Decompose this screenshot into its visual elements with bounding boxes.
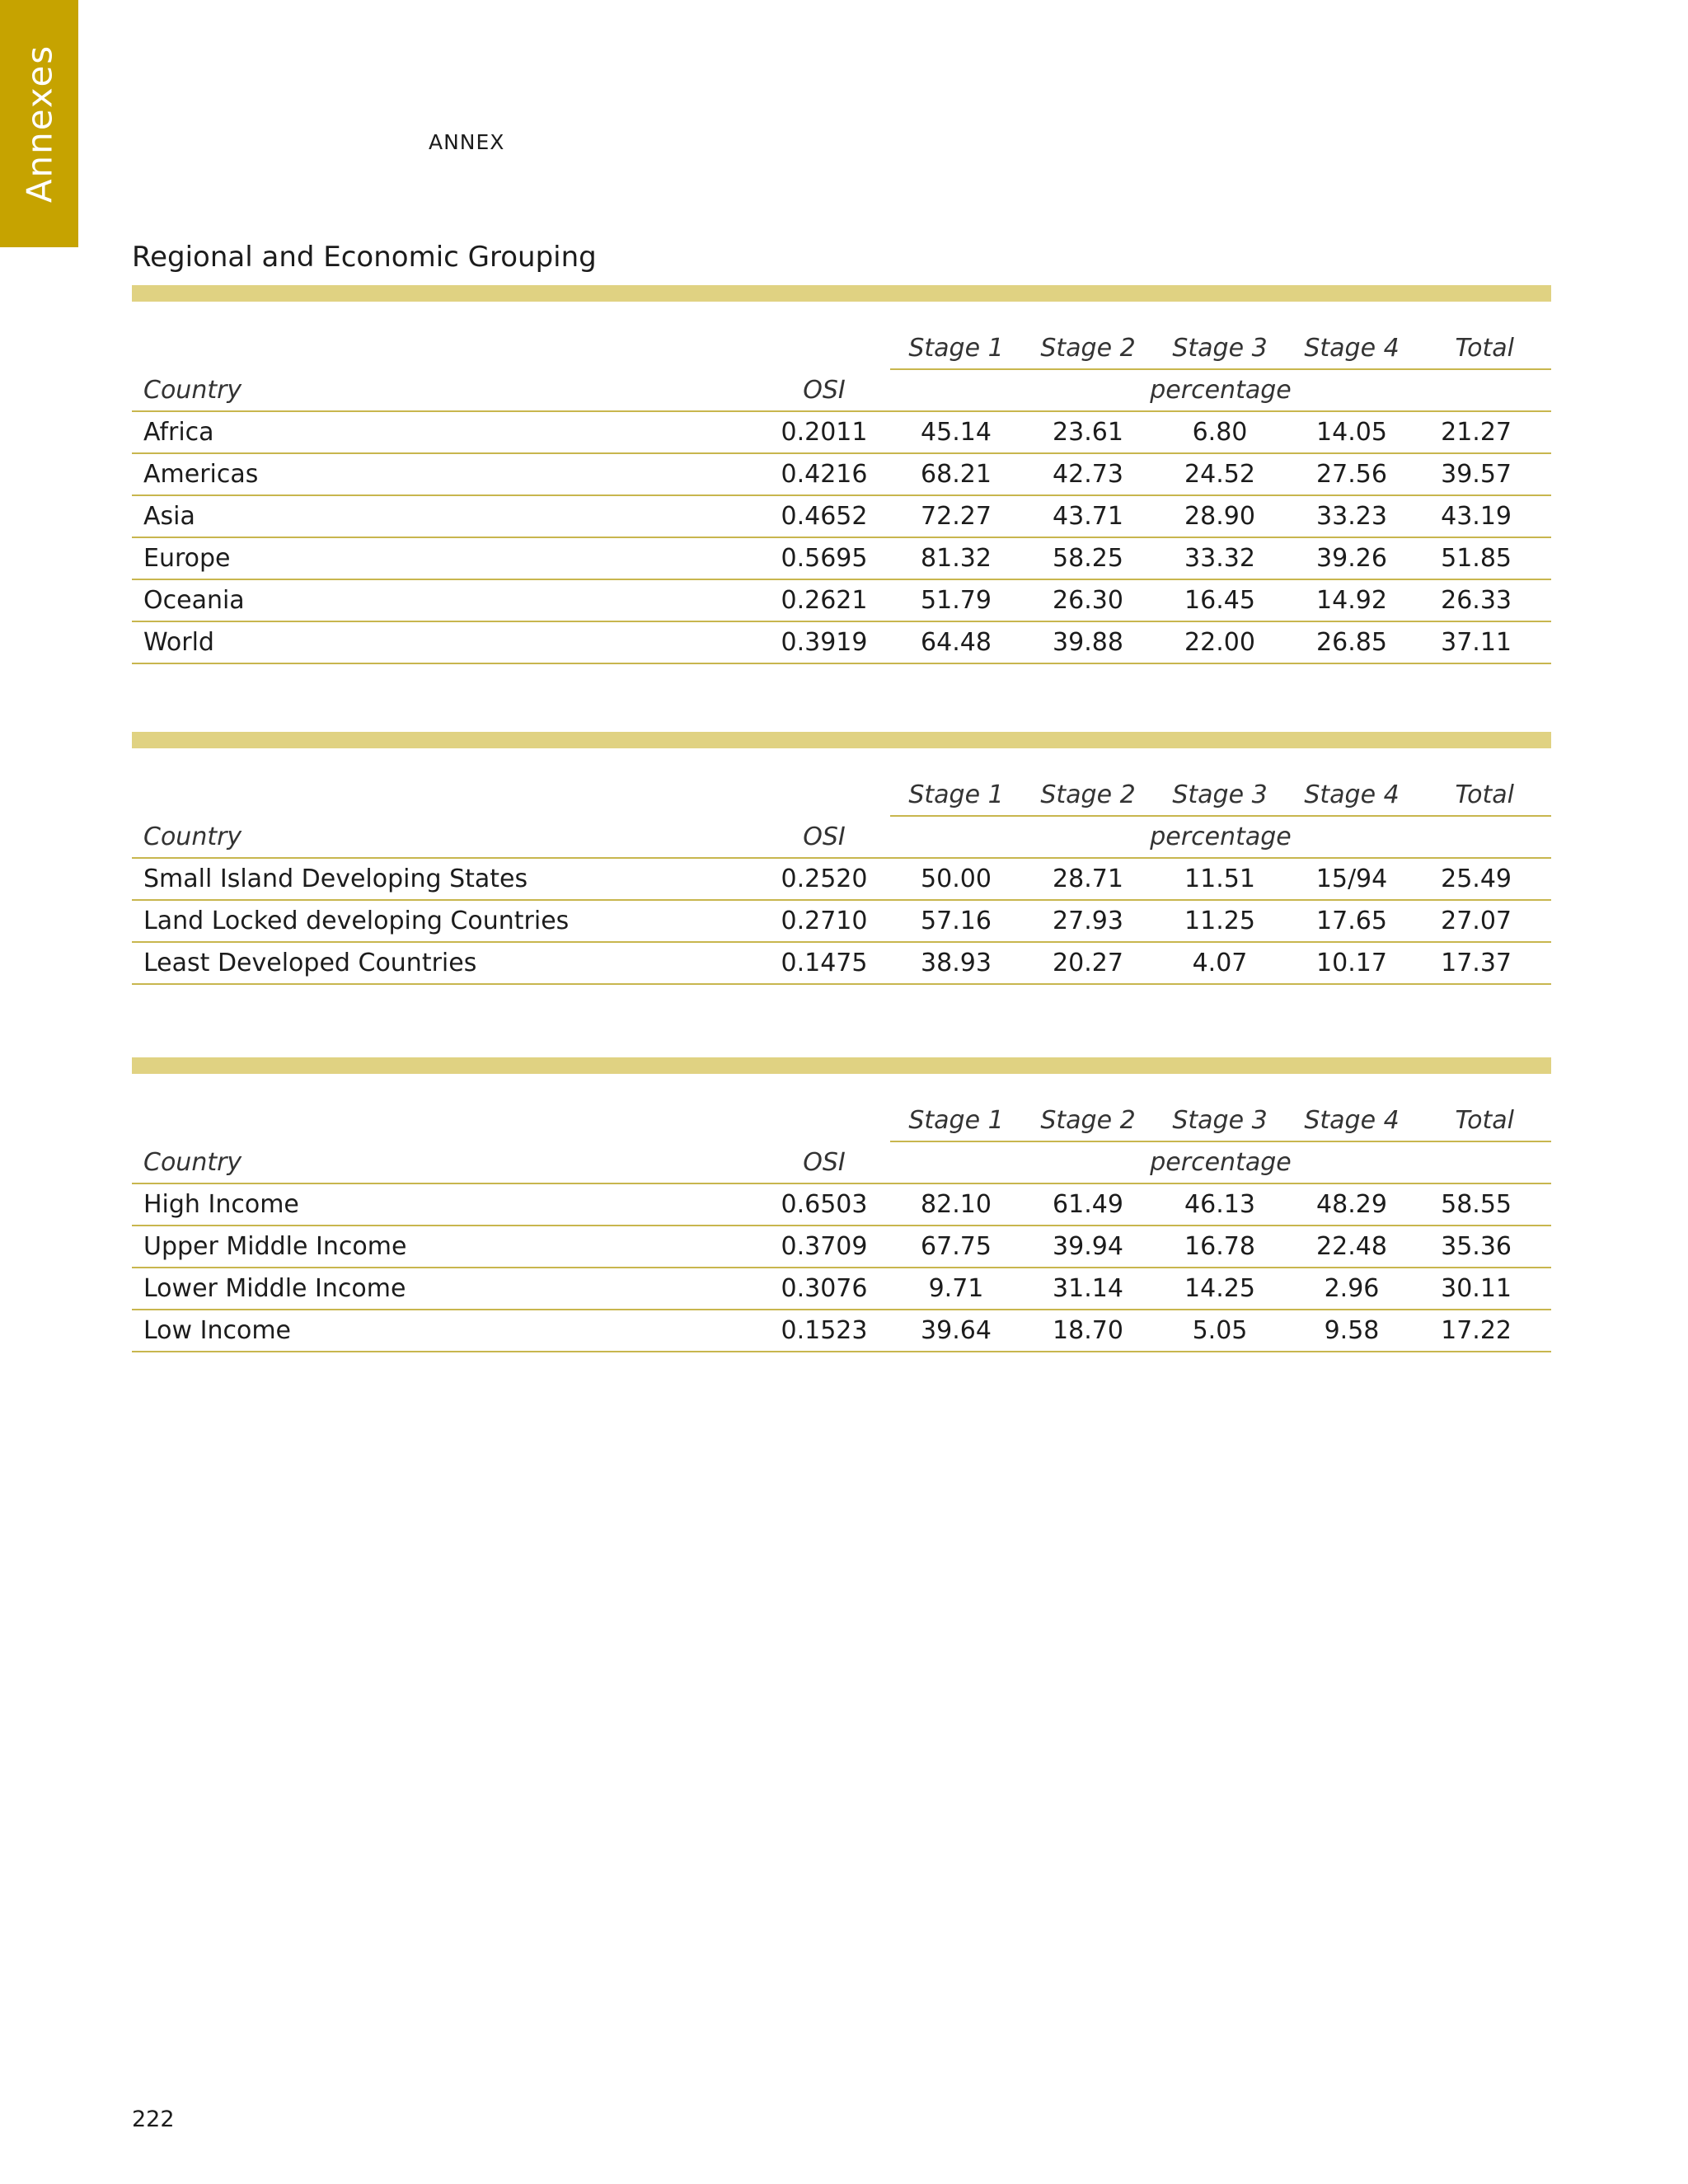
country-cell: Low Income	[132, 1310, 758, 1352]
stage2-cell: 31.14	[1022, 1268, 1154, 1310]
annexes-side-tab	[0, 0, 78, 247]
total-header: Total	[1418, 1100, 1551, 1141]
table-row	[132, 537, 1551, 579]
stage4-cell: 33.23	[1286, 495, 1418, 537]
osi-cell: 0.1475	[758, 942, 890, 984]
income-groups-table-block	[132, 1057, 1551, 1352]
stage4-cell: 27.56	[1286, 453, 1418, 495]
column-header-row	[132, 816, 1551, 858]
osi-header: OSI	[758, 816, 890, 858]
stage1-header: Stage 1	[890, 1100, 1022, 1141]
stage4-cell: 14.92	[1286, 579, 1418, 621]
osi-cell: 0.2520	[758, 858, 890, 900]
stage1-cell: 67.75	[890, 1226, 1022, 1268]
stage2-cell: 42.73	[1022, 453, 1154, 495]
percentage-header: percentage	[890, 1141, 1551, 1183]
percentage-header: percentage	[890, 369, 1551, 411]
stage1-cell: 68.21	[890, 453, 1022, 495]
country-cell: High Income	[132, 1183, 758, 1226]
stage3-header: Stage 3	[1154, 1100, 1286, 1141]
country-header: Country	[132, 369, 758, 411]
total-cell: 26.33	[1418, 579, 1551, 621]
table-row	[132, 621, 1551, 663]
stage4-cell: 14.05	[1286, 411, 1418, 453]
regional-table	[132, 328, 1551, 664]
total-header: Total	[1418, 328, 1551, 369]
stage4-cell: 22.48	[1286, 1226, 1418, 1268]
stage2-cell: 58.25	[1022, 537, 1154, 579]
section-title: Regional and Economic Grouping	[132, 241, 597, 274]
stage3-cell: 4.07	[1154, 942, 1286, 984]
total-cell: 35.36	[1418, 1226, 1551, 1268]
stage2-cell: 18.70	[1022, 1310, 1154, 1352]
total-cell: 21.27	[1418, 411, 1551, 453]
stage2-header: Stage 2	[1022, 328, 1154, 369]
stage4-cell: 2.96	[1286, 1268, 1418, 1310]
stage3-cell: 46.13	[1154, 1183, 1286, 1226]
stage1-cell: 82.10	[890, 1183, 1022, 1226]
stage4-header: Stage 4	[1286, 1100, 1418, 1141]
stage3-cell: 28.90	[1154, 495, 1286, 537]
column-header-row	[132, 369, 1551, 411]
stage3-header: Stage 3	[1154, 775, 1286, 816]
total-cell: 43.19	[1418, 495, 1551, 537]
stage2-cell: 20.27	[1022, 942, 1154, 984]
osi-cell: 0.5695	[758, 537, 890, 579]
stage3-cell: 14.25	[1154, 1268, 1286, 1310]
stage1-header: Stage 1	[890, 328, 1022, 369]
stage2-cell: 27.93	[1022, 900, 1154, 942]
stage1-cell: 9.71	[890, 1268, 1022, 1310]
stage2-cell: 23.61	[1022, 411, 1154, 453]
total-cell: 37.11	[1418, 621, 1551, 663]
stage4-cell: 10.17	[1286, 942, 1418, 984]
page-number: 222	[132, 2107, 175, 2132]
stage2-cell: 61.49	[1022, 1183, 1154, 1226]
regional-table-block	[132, 285, 1551, 664]
country-cell: Land Locked developing Countries	[132, 900, 758, 942]
country-cell: Europe	[132, 537, 758, 579]
osi-cell: 0.2710	[758, 900, 890, 942]
side-tab-label: Annexes	[19, 44, 59, 204]
stage4-cell: 17.65	[1286, 900, 1418, 942]
total-header: Total	[1418, 775, 1551, 816]
stage1-cell: 57.16	[890, 900, 1022, 942]
table-row	[132, 579, 1551, 621]
stage3-cell: 11.25	[1154, 900, 1286, 942]
table-row	[132, 942, 1551, 984]
country-cell: World	[132, 621, 758, 663]
stage3-cell: 5.05	[1154, 1310, 1286, 1352]
stage4-cell: 39.26	[1286, 537, 1418, 579]
stage1-cell: 64.48	[890, 621, 1022, 663]
stage1-cell: 45.14	[890, 411, 1022, 453]
osi-cell: 0.3919	[758, 621, 890, 663]
income-groups-table	[132, 1100, 1551, 1352]
country-cell: Americas	[132, 453, 758, 495]
table-row	[132, 1268, 1551, 1310]
osi-cell: 0.6503	[758, 1183, 890, 1226]
country-cell: Oceania	[132, 579, 758, 621]
country-cell: Upper Middle Income	[132, 1226, 758, 1268]
total-cell: 17.37	[1418, 942, 1551, 984]
stage2-cell: 39.94	[1022, 1226, 1154, 1268]
stage3-cell: 16.45	[1154, 579, 1286, 621]
stage2-cell: 39.88	[1022, 621, 1154, 663]
stage3-cell: 16.78	[1154, 1226, 1286, 1268]
stage4-header: Stage 4	[1286, 328, 1418, 369]
table-row	[132, 411, 1551, 453]
stage3-cell: 22.00	[1154, 621, 1286, 663]
osi-cell: 0.1523	[758, 1310, 890, 1352]
stage1-header: Stage 1	[890, 775, 1022, 816]
country-cell: Africa	[132, 411, 758, 453]
total-cell: 25.49	[1418, 858, 1551, 900]
special-groups-table	[132, 775, 1551, 985]
running-head: ANNEX	[429, 130, 505, 154]
total-cell: 51.85	[1418, 537, 1551, 579]
osi-header: OSI	[758, 1141, 890, 1183]
osi-cell: 0.2011	[758, 411, 890, 453]
stage1-cell: 51.79	[890, 579, 1022, 621]
table-row	[132, 495, 1551, 537]
stage4-header: Stage 4	[1286, 775, 1418, 816]
stage4-cell: 9.58	[1286, 1310, 1418, 1352]
table-header-band	[132, 1057, 1551, 1074]
stage2-cell: 28.71	[1022, 858, 1154, 900]
table-row	[132, 1226, 1551, 1268]
osi-cell: 0.4216	[758, 453, 890, 495]
stage2-cell: 43.71	[1022, 495, 1154, 537]
country-cell: Lower Middle Income	[132, 1268, 758, 1310]
stage1-cell: 50.00	[890, 858, 1022, 900]
total-cell: 39.57	[1418, 453, 1551, 495]
total-cell: 58.55	[1418, 1183, 1551, 1226]
country-cell: Least Developed Countries	[132, 942, 758, 984]
osi-cell: 0.3709	[758, 1226, 890, 1268]
stage3-header: Stage 3	[1154, 328, 1286, 369]
table-row	[132, 1310, 1551, 1352]
total-cell: 17.22	[1418, 1310, 1551, 1352]
table-header-band	[132, 732, 1551, 748]
osi-cell: 0.4652	[758, 495, 890, 537]
osi-cell: 0.2621	[758, 579, 890, 621]
stage4-cell: 48.29	[1286, 1183, 1418, 1226]
total-cell: 30.11	[1418, 1268, 1551, 1310]
percentage-header: percentage	[890, 816, 1551, 858]
country-header: Country	[132, 816, 758, 858]
stage1-cell: 81.32	[890, 537, 1022, 579]
table-row	[132, 453, 1551, 495]
stage2-header: Stage 2	[1022, 1100, 1154, 1141]
stage3-cell: 24.52	[1154, 453, 1286, 495]
table-row	[132, 858, 1551, 900]
stage4-cell: 15/94	[1286, 858, 1418, 900]
stage-header-row	[132, 775, 1551, 816]
special-groups-table-block	[132, 732, 1551, 985]
stage-header-row	[132, 1100, 1551, 1141]
column-header-row	[132, 1141, 1551, 1183]
osi-cell: 0.3076	[758, 1268, 890, 1310]
table-row	[132, 1183, 1551, 1226]
osi-header: OSI	[758, 369, 890, 411]
table-header-band	[132, 285, 1551, 302]
country-cell: Small Island Developing States	[132, 858, 758, 900]
stage3-cell: 33.32	[1154, 537, 1286, 579]
table-row	[132, 900, 1551, 942]
country-header: Country	[132, 1141, 758, 1183]
total-cell: 27.07	[1418, 900, 1551, 942]
stage2-header: Stage 2	[1022, 775, 1154, 816]
stage4-cell: 26.85	[1286, 621, 1418, 663]
country-cell: Asia	[132, 495, 758, 537]
stage1-cell: 39.64	[890, 1310, 1022, 1352]
stage3-cell: 6.80	[1154, 411, 1286, 453]
stage1-cell: 72.27	[890, 495, 1022, 537]
stage3-cell: 11.51	[1154, 858, 1286, 900]
stage1-cell: 38.93	[890, 942, 1022, 984]
stage2-cell: 26.30	[1022, 579, 1154, 621]
stage-header-row	[132, 328, 1551, 369]
